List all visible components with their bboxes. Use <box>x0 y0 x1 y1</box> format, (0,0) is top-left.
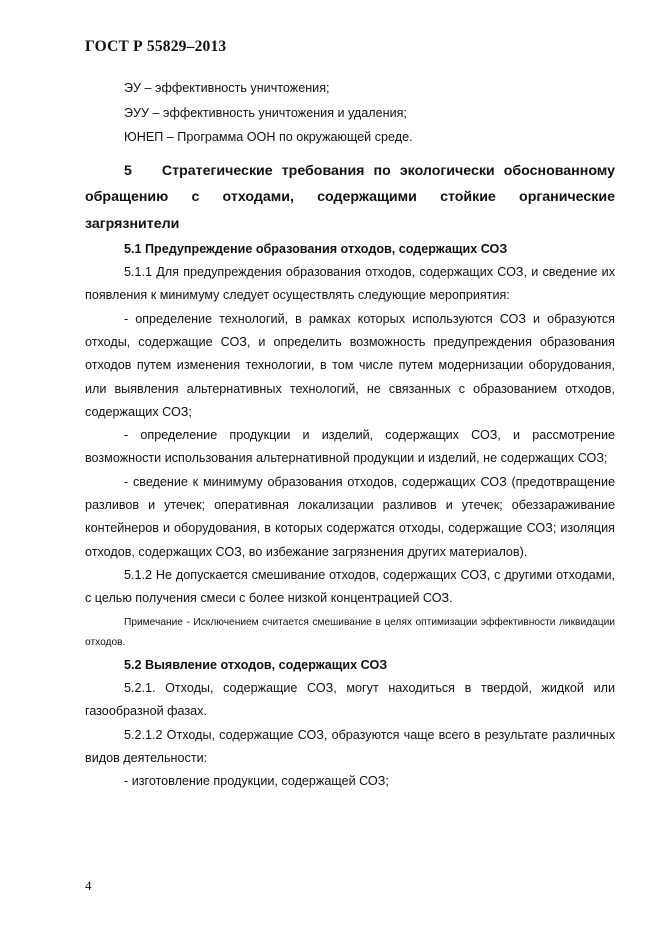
subsection-5-2-heading: 5.2 Выявление отходов, содержащих СОЗ <box>124 657 388 672</box>
section-title: Стратегические требования по экологически обоснованному обращению с отходами, содержащими стойкие органические загрязнители <box>85 162 615 232</box>
document-body <box>85 76 615 794</box>
abbreviation-item: ЭУ – эффективность уничтожения; <box>124 81 330 95</box>
document-header-code: ГОСТ Р 55829–2013 <box>85 38 227 55</box>
page-number: 4 <box>85 878 92 893</box>
list-item: - определение технологий, в рамках которых используются СОЗ и образуются отходы, содержащие СОЗ, и определить возможность предупреждения образования отходов путем изменения технологии, в том числе путем модернизации оборудования, или выявления альтернативных технологий, не связанных с образованием отходов, содержащих СОЗ; <box>85 311 615 419</box>
section-5-heading <box>85 158 615 238</box>
list-item: - сведение к минимуму образования отходов, содержащих СОЗ (предотвращение разливов и утечек; оперативная локализации разливов и утечек; обеззараживание контейнеров и оборудования, в которых содержатся отходы, содержащие СОЗ; изоляция отходов, содержащих СОЗ, во избежание загрязнения других материалов). <box>85 474 615 559</box>
paragraph-5-1-2: 5.1.2 Не допускается смешивание отходов, содержащих СОЗ, с другими отходами, с целью получения смеси с более низкой концентрацией СОЗ. <box>85 567 615 606</box>
list-item: - изготовление продукции, содержащей СОЗ; <box>124 774 389 789</box>
abbreviation-item: ЭУУ – эффективность уничтожения и удаления; <box>124 105 407 120</box>
paragraph-5-2-1-2: 5.2.1.2 Отходы, содержащие СОЗ, образуются чаще всего в результате различных видов деятельности: <box>85 727 615 765</box>
paragraph-5-2-1: 5.2.1. Отходы, содержащие СОЗ, могут находиться в твердой, жидкой или газообразной фазах. <box>85 681 615 719</box>
list-item: - определение продукции и изделий, содержащих СОЗ, и рассмотрение возможности использования альтернативной продукции и изделий, не содержащих СОЗ; <box>85 428 615 466</box>
paragraph-5-1-1: 5.1.1 Для предупреждения образования отходов, содержащих СОЗ, и сведение их появления к минимуму следует осуществлять следующие мероприятия: <box>85 265 615 303</box>
section-number: 5 <box>124 162 132 179</box>
note-text: Примечание - Исключением считается смешивание в целях оптимизации эффективности ликвидации отходов. <box>85 616 615 649</box>
abbreviation-item: ЮНЕП – Программа ООН по окружающей среде. <box>124 130 413 145</box>
subsection-5-1-heading: 5.1 Предупреждение образования отходов, содержащих СОЗ <box>124 241 508 256</box>
